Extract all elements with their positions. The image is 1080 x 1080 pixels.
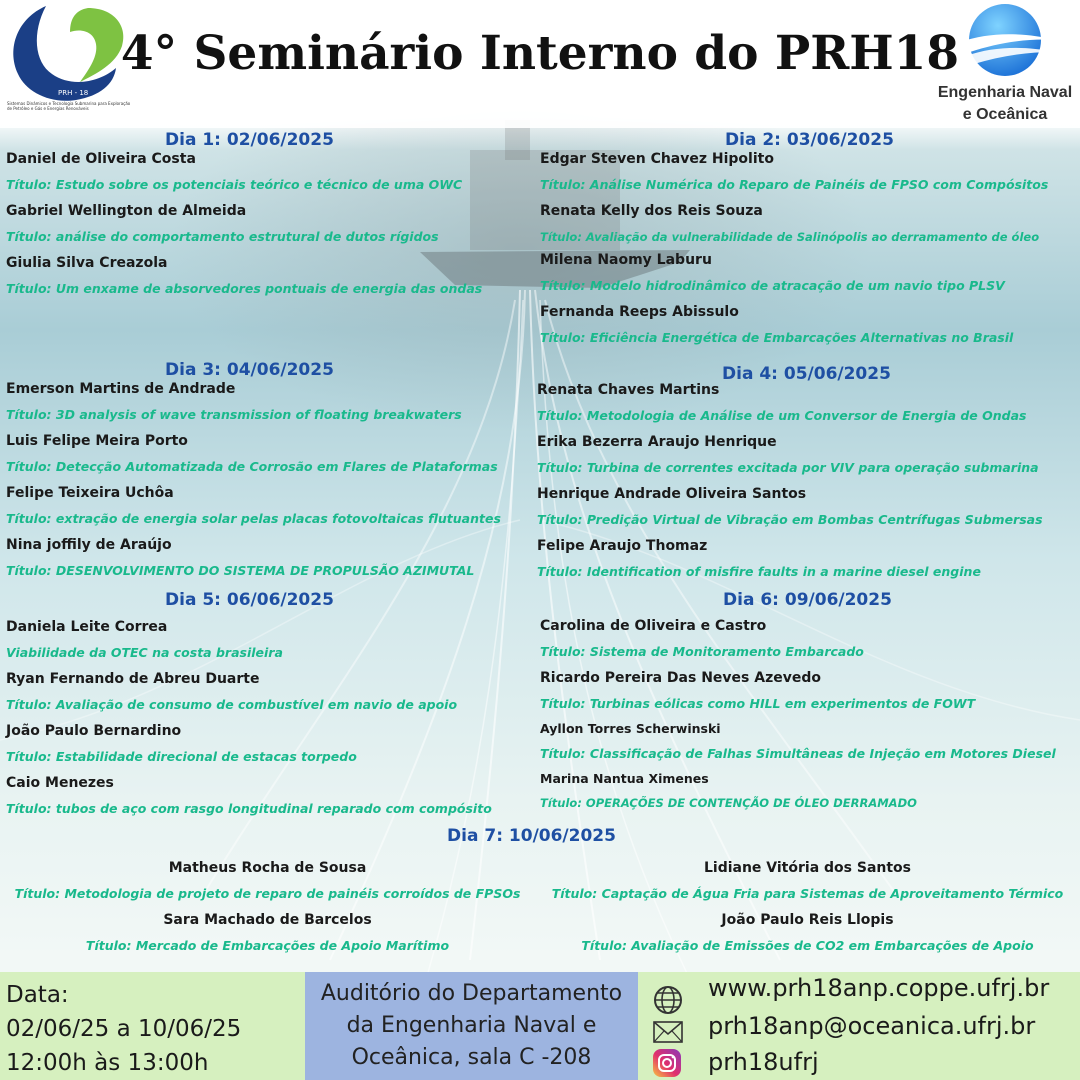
- speaker-name: Edgar Steven Chavez Hipolito: [540, 151, 774, 167]
- talk-title: Título: Predição Virtual de Vibração em Bombas Centrífugas Submersas: [537, 512, 1043, 527]
- talk-title: Título: Um enxame de absorvedores pontuais de energia das ondas: [6, 281, 483, 296]
- speaker-name: Daniela Leite Correa: [6, 619, 168, 635]
- talk-title: Título: Classificação de Falhas Simultâneas de Injeção em Motores Diesel: [540, 746, 1056, 761]
- event-time: 12:00h às 13:00h: [6, 1050, 209, 1076]
- speaker-name: Ayllon Torres Scherwinski: [540, 721, 721, 736]
- speaker-name: Erika Bezerra Araujo Henrique: [537, 434, 777, 450]
- instagram-icon: [652, 1048, 682, 1078]
- day-1-heading: Dia 1: 02/06/2025: [165, 130, 334, 150]
- talk-title: Título: Eficiência Energética de Embarcações Alternativas no Brasil: [540, 330, 1014, 345]
- venue-line-3: Oceânica, sala C -208: [351, 1045, 592, 1070]
- speaker-name: Ryan Fernando de Abreu Duarte: [6, 671, 260, 687]
- date-label: Data:: [6, 982, 69, 1008]
- speaker-name: Felipe Araujo Thomaz: [537, 538, 708, 554]
- talk-title: Título: Avaliação de consumo de combustível em navio de apoio: [6, 697, 458, 712]
- mail-icon: [652, 1020, 684, 1044]
- speaker-name: Marina Nantua Ximenes: [540, 771, 709, 786]
- speaker-name: Renata Chaves Martins: [537, 382, 720, 398]
- talk-title: Título: Turbina de correntes excitada por VIV para operação submarina: [537, 460, 1039, 475]
- speaker-name: Sara Machado de Barcelos: [163, 912, 372, 928]
- speaker-name: Giulia Silva Creazola: [6, 255, 168, 271]
- talk-title: Título: Mercado de Embarcações de Apoio Marítimo: [85, 938, 450, 953]
- talk-title: Título: Estudo sobre os potenciais teórico e técnico de uma OWC: [6, 177, 463, 192]
- venue-line-1: Auditório do Departamento: [320, 981, 623, 1006]
- speaker-name: Fernanda Reeps Abissulo: [540, 304, 739, 320]
- day-2-heading: Dia 2: 03/06/2025: [725, 130, 894, 150]
- talk-title: Título: Sistema de Monitoramento Embarcado: [540, 644, 864, 659]
- speaker-name: Felipe Teixeira Uchôa: [6, 485, 174, 501]
- speaker-name: Nina joffily de Araújo: [6, 537, 172, 553]
- speaker-name: Carolina de Oliveira e Castro: [540, 618, 767, 634]
- instagram-handle[interactable]: prh18ufrj: [708, 1048, 819, 1076]
- globe-icon: [652, 984, 684, 1016]
- logo-prh18-text: PRH - 18: [58, 89, 89, 97]
- day-6-heading: Dia 6: 09/06/2025: [723, 590, 892, 610]
- ocean-wave-logo-icon: [930, 2, 1080, 82]
- speaker-name: Caio Menezes: [6, 775, 114, 791]
- talk-title: Título: Metodologia de Análise de um Conversor de Energia de Ondas: [537, 408, 1027, 423]
- talk-title: Título: Avaliação da vulnerabilidade de Salinópolis ao derramamento de óleo: [540, 230, 1040, 244]
- day-3-heading: Dia 3: 04/06/2025: [165, 360, 334, 380]
- speaker-name: Luis Felipe Meira Porto: [6, 433, 188, 449]
- talk-title: Título: OPERAÇÕES DE CONTENÇÃO DE ÓLEO DERRAMADO: [540, 796, 917, 810]
- speaker-name: Henrique Andrade Oliveira Santos: [537, 486, 807, 502]
- talk-title: Título: Identification of misfire faults in a marine diesel engine: [537, 564, 981, 579]
- website-link[interactable]: www.prh18anp.coppe.ufrj.br: [708, 974, 1050, 1002]
- footer: [0, 972, 1080, 1080]
- talk-title: Título: extração de energia solar pelas placas fotovoltaicas flutuantes: [6, 511, 501, 526]
- speaker-name: Lidiane Vitória dos Santos: [703, 860, 912, 876]
- talk-title: Título: análise do comportamento estrutural de dutos rígidos: [6, 229, 439, 244]
- logo-subtitle: Sistemas Dinâmicos e Tecnologia Submarina para Exploração de Petróleo e Gás e Energias Renováveis: [7, 101, 131, 111]
- page-title: 4° Seminário Interno do PRH18: [120, 26, 960, 81]
- talk-title: Título: Modelo hidrodinâmico de atracação de um navio tipo PLSV: [540, 278, 1005, 293]
- venue-line-2: da Engenharia Naval e: [346, 1013, 597, 1038]
- logo-line-1: Engenharia Naval: [937, 84, 1073, 101]
- speaker-name: Milena Naomy Laburu: [540, 252, 712, 268]
- talk-title: Título: Turbinas eólicas como HILL em experimentos de FOWT: [540, 696, 976, 711]
- talk-title: Título: 3D analysis of wave transmission of floating breakwaters: [6, 407, 462, 422]
- logo-line-2: e Oceânica: [962, 106, 1048, 123]
- speaker-name: Daniel de Oliveira Costa: [6, 151, 196, 167]
- talk-title: Título: Estabilidade direcional de estacas torpedo: [6, 749, 357, 764]
- talk-title: Título: Detecção Automatizada de Corrosão em Flares de Plataformas: [6, 459, 498, 474]
- date-range: 02/06/25 a 10/06/25: [6, 1016, 242, 1042]
- talk-title: Título: Análise Numérica do Reparo de Painéis de FPSO com Compósitos: [540, 177, 1049, 192]
- day-5-heading: Dia 5: 06/06/2025: [165, 590, 334, 610]
- engenharia-naval-logo: [930, 2, 1080, 128]
- speaker-name: Gabriel Wellington de Almeida: [6, 203, 247, 219]
- event-date: [6, 978, 241, 1080]
- talk-title: Viabilidade da OTEC na costa brasileira: [6, 645, 283, 660]
- speaker-name: Emerson Martins de Andrade: [6, 381, 236, 397]
- talk-title: Título: Metodologia de projeto de reparo de painéis corroídos de FPSOs: [14, 886, 521, 901]
- talk-title: Título: tubos de aço com rasgo longitudinal reparado com compósito: [6, 801, 492, 816]
- email-link[interactable]: prh18anp@oceanica.ufrj.br: [708, 1012, 1036, 1040]
- day-7-heading: Dia 7: 10/06/2025: [447, 826, 616, 846]
- speaker-name: João Paulo Reis Llopis: [721, 912, 894, 928]
- speaker-name: Ricardo Pereira Das Neves Azevedo: [540, 670, 821, 686]
- talk-title: Título: DESENVOLVIMENTO DO SISTEMA DE PROPULSÃO AZIMUTAL: [6, 563, 475, 578]
- talk-title: Título: Captação de Água Fria para Sistemas de Aproveitamento Térmico: [551, 886, 1064, 901]
- speaker-name: Renata Kelly dos Reis Souza: [540, 203, 763, 219]
- speaker-name: João Paulo Bernardino: [6, 723, 182, 739]
- venue-box: [305, 972, 638, 1080]
- day-4-heading: Dia 4: 05/06/2025: [722, 364, 891, 384]
- speaker-name: Matheus Rocha de Sousa: [168, 860, 367, 876]
- talk-title: Título: Avaliação de Emissões de CO2 em Embarcações de Apoio: [581, 938, 1034, 953]
